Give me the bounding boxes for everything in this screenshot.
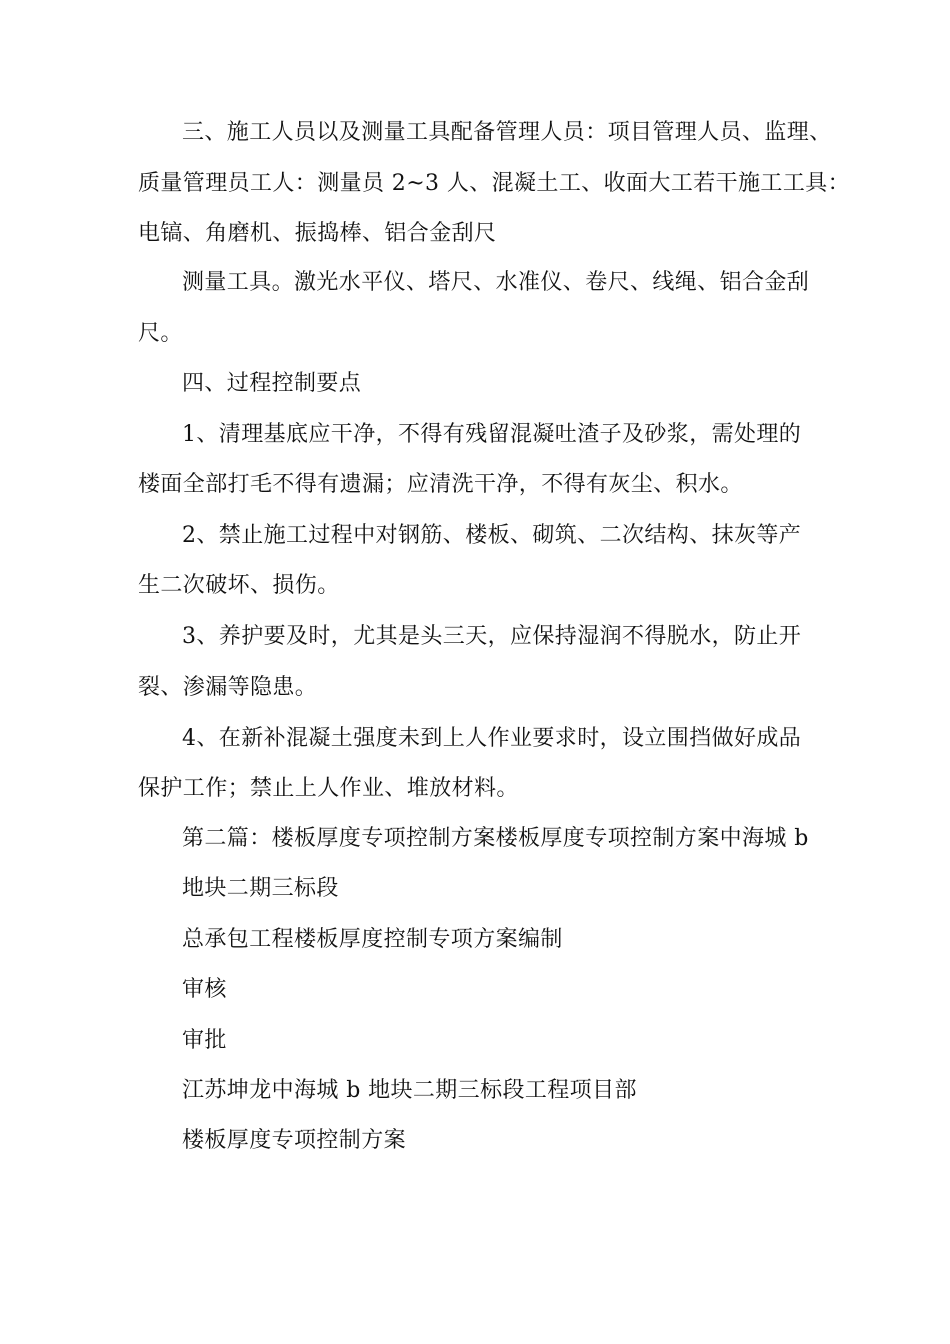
paragraph-line: 第二篇：楼板厚度专项控制方案楼板厚度专项控制方案中海城 b <box>182 826 809 851</box>
paragraph-line: 审核 <box>182 977 227 1002</box>
paragraph-line: 生二次破坏、损伤。 <box>138 573 340 598</box>
paragraph-line: 2、禁止施工过程中对钢筋、楼板、砌筑、二次结构、抹灰等产 <box>182 523 802 548</box>
paragraph-line: 裂、渗漏等隐患。 <box>138 675 318 700</box>
paragraph-line: 楼板厚度专项控制方案 <box>182 1128 407 1153</box>
paragraph-line: 三、施工人员以及测量工具配备管理人员：项目管理人员、监理、 <box>182 120 832 145</box>
paragraph-line: 4、在新补混凝土强度未到上人作业要求时，设立围挡做好成品 <box>182 726 802 751</box>
paragraph-line: 质量管理员工人：测量员 2~3 人、混凝土工、收面大工若干施工工具： <box>138 171 851 196</box>
paragraph-line: 1、清理基底应干净，不得有残留混凝吐渣子及砂浆，需处理的 <box>182 422 802 447</box>
section-heading: 四、过程控制要点 <box>182 371 362 396</box>
paragraph-line: 地块二期三标段 <box>182 876 339 901</box>
paragraph-line: 3、养护要及时，尤其是头三天，应保持湿润不得脱水，防止开 <box>182 624 802 649</box>
paragraph-line: 保护工作；禁止上人作业、堆放材料。 <box>138 776 519 801</box>
paragraph-line: 楼面全部打毛不得有遗漏；应清洗干净，不得有灰尘、积水。 <box>138 472 743 497</box>
paragraph-line: 江苏坤龙中海城 b 地块二期三标段工程项目部 <box>182 1078 637 1103</box>
paragraph-line: 总承包工程楼板厚度控制专项方案编制 <box>182 927 563 952</box>
paragraph-line: 测量工具。激光水平仪、塔尺、水准仪、卷尺、线绳、铝合金刮 <box>182 270 810 295</box>
paragraph-line: 尺。 <box>138 321 183 346</box>
paragraph-line: 电镐、角磨机、振捣棒、铝合金刮尺 <box>138 221 497 246</box>
paragraph-line: 审批 <box>182 1028 227 1053</box>
